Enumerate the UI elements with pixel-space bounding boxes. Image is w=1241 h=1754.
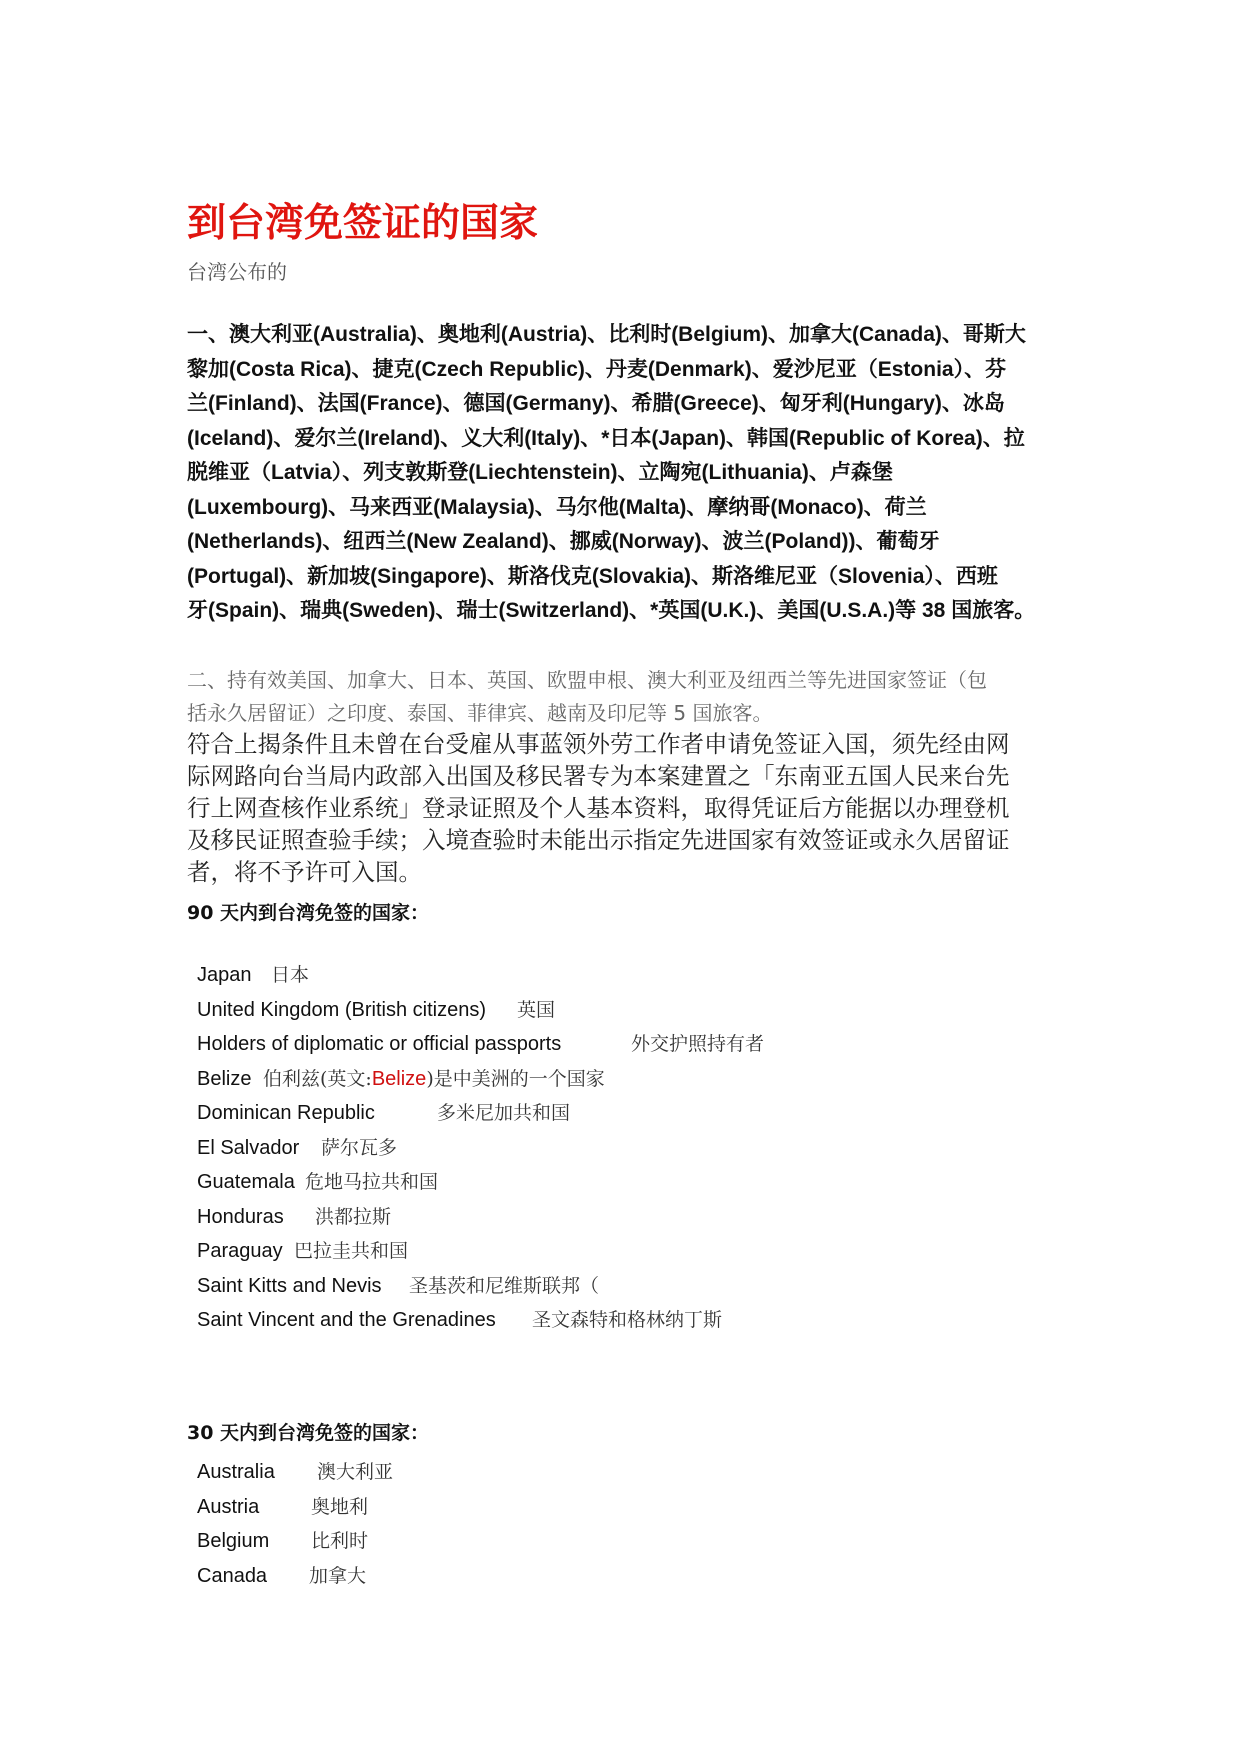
- country-cn: 澳大利亚: [317, 1461, 394, 1483]
- country-en: Guatemala: [197, 1171, 295, 1193]
- country-cn: 奥地利: [311, 1495, 369, 1518]
- list-item: [197, 1303, 764, 1338]
- section2-line: 括永久居留证）之印度、泰国、菲律宾、越南及印尼等 5 国旅客。: [187, 701, 773, 725]
- list-item: [197, 958, 764, 993]
- country-en: Australia: [197, 1461, 275, 1483]
- list-item: [197, 1096, 764, 1131]
- country-en: Japan: [197, 964, 252, 986]
- list-item: [197, 1062, 764, 1097]
- country-cn: 危地马拉共和国: [305, 1171, 439, 1193]
- country-cn: 比利时: [311, 1530, 369, 1552]
- list-item: [197, 1131, 764, 1166]
- list-item: [197, 1200, 764, 1235]
- section1-line: (Luxembourg)、马来西亚(Malaysia)、马尔他(Malta)、摩纳哥(Monaco)、荷兰: [187, 495, 927, 519]
- list-90-days: [197, 958, 764, 1338]
- country-cn-suffix: )是中美洲的一个国家: [426, 1067, 605, 1090]
- list-item: [197, 1559, 393, 1594]
- country-en: United Kingdom (British citizens): [197, 998, 486, 1021]
- country-en: Dominican Republic: [197, 1102, 375, 1124]
- section1-line: 兰(Finland)、法国(France)、德国(Germany)、希腊(Greece)、匈牙利(Hungary)、冰岛: [187, 392, 1005, 415]
- country-cn: 洪都拉斯: [315, 1205, 392, 1228]
- section1-line: (Portugal)、新加坡(Singapore)、斯洛伐克(Slovakia)、斯洛维尼亚（Slovenia）、西班: [187, 564, 998, 588]
- list-item: [197, 1165, 764, 1200]
- country-en: Belgium: [197, 1530, 270, 1552]
- country-cn: 日本: [271, 964, 310, 986]
- country-en: Austria: [197, 1495, 260, 1518]
- country-cn: 圣文森特和格林纳丁斯: [532, 1309, 723, 1331]
- heading-30-days: 30 天内到台湾免签的国家：: [187, 1422, 430, 1444]
- section3-line: 际网路向台当局内政部入出国及移民署专为本案建置之「东南亚五国人民来台先: [187, 762, 1010, 790]
- section1-line: 牙(Spain)、瑞典(Sweden)、瑞士(Switzerland)、*英国(U.K.)、美国(U.S.A.)等 38 国旅客。: [187, 599, 1036, 622]
- list-item: [197, 1490, 393, 1525]
- section3-line: 行上网查核作业系统」登录证照及个人基本资料，取得凭证后方能据以办理登机: [187, 794, 1010, 822]
- country-cn: 加拿大: [309, 1564, 367, 1587]
- country-cn: 英国: [517, 998, 556, 1021]
- section3-line: 符合上揭条件且未曾在台受雇从事蓝领外劳工作者申请免签证入国，须先经由网: [187, 730, 1010, 758]
- heading-90-days: 90 天内到台湾免签的国家：: [187, 902, 430, 924]
- country-cn-prefix: 伯利兹(英文:: [263, 1067, 372, 1090]
- country-en: Saint Vincent and the Grenadines: [197, 1309, 496, 1331]
- list-30-days: [197, 1455, 393, 1593]
- list-item: [197, 993, 764, 1028]
- section1-line: 黎加(Costa Rica)、捷克(Czech Republic)、丹麦(Denmark)、爱沙尼亚（Estonia）、芬: [187, 357, 1007, 381]
- country-cn: 萨尔瓦多: [321, 1136, 398, 1159]
- country-en: El Salvador: [197, 1136, 300, 1159]
- country-en: Belize: [197, 1067, 252, 1090]
- list-item: [197, 1234, 764, 1269]
- list-item: [197, 1524, 393, 1559]
- list-item: [197, 1269, 764, 1304]
- section1-line: (Iceland)、爱尔兰(Ireland)、义大利(Italy)、*日本(Japan)、韩国(Republic of Korea)、拉: [187, 426, 1025, 450]
- list-item: [197, 1027, 764, 1062]
- section3-line: 者，将不予许可入国。: [187, 858, 422, 886]
- country-cn: 圣基茨和尼维斯联邦（: [409, 1274, 600, 1297]
- section-visa-free-38-countries: [187, 318, 1057, 629]
- country-cn: 多米尼加共和国: [437, 1102, 571, 1124]
- section1-line: 脱维亚（Latvia）、列支敦斯登(Liechtenstein)、立陶宛(Lithuania)、卢森堡: [187, 461, 893, 484]
- country-en: Canada: [197, 1564, 268, 1587]
- list-item: [197, 1455, 393, 1490]
- country-en: Saint Kitts and Nevis: [197, 1274, 382, 1297]
- country-en: Honduras: [197, 1205, 284, 1228]
- section3-line: 及移民证照查验手续；入境查验时未能出示指定先进国家有效签证或永久居留证: [187, 826, 1010, 854]
- section-five-countries: [187, 664, 1057, 730]
- country-cn: 外交护照持有者: [631, 1033, 765, 1055]
- page-title: 到台湾免签证的国家: [187, 200, 539, 246]
- country-cn: 巴拉圭共和国: [294, 1240, 409, 1262]
- section2-line: 二、持有效美国、加拿大、日本、英国、欧盟申根、澳大利亚及纽西兰等先进国家签证（包: [187, 668, 987, 692]
- section1-line: (Netherlands)、纽西兰(New Zealand)、挪威(Norway)、波兰(Poland))、葡萄牙: [187, 530, 940, 553]
- section-conditions: [187, 728, 1062, 888]
- section1-line: 一、澳大利亚(Australia)、奥地利(Austria)、比利时(Belgium)、加拿大(Canada)、哥斯大: [187, 323, 1026, 346]
- country-en: Holders of diplomatic or official passports: [197, 1033, 562, 1055]
- page-subtitle: 台湾公布的: [187, 260, 287, 284]
- country-en-red: Belize: [371, 1067, 427, 1090]
- country-en: Paraguay: [197, 1240, 283, 1262]
